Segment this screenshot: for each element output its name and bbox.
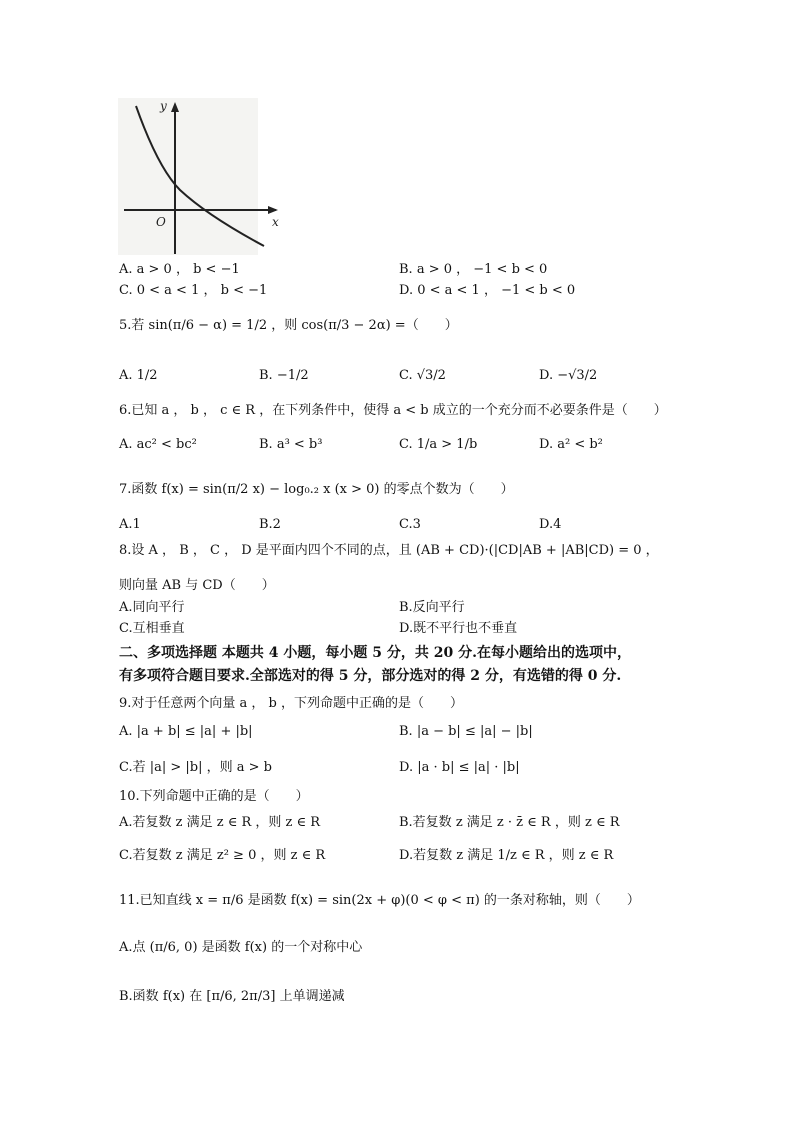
q4-option-d: D. 0 < a < 1 ， −1 < b < 0 xyxy=(399,283,576,298)
q8-option-a: A.同向平行 xyxy=(119,600,185,615)
x-axis-arrow xyxy=(268,206,278,214)
q8-option-b: B.反向平行 xyxy=(399,600,465,615)
q10-stem: 10.下列命题中正确的是（ ） xyxy=(119,789,309,804)
q5-stem: 5.若 sin(π/6 − α) = 1/2 ，则 cos(π/3 − 2α) =（ ） xyxy=(119,318,458,333)
q10-option-d: D.若复数 z 满足 1/z ∈ R ，则 z ∈ R xyxy=(399,848,614,863)
q6-option-b: B. a³ < b³ xyxy=(259,437,323,452)
q7-option-a: A.1 xyxy=(119,517,141,532)
q6-option-a: A. ac² < bc² xyxy=(119,437,197,452)
q11-stem: 11.已知直线 x = π/6 是函数 f(x) = sin(2x + φ)(0 < φ < π) 的一条对称轴，则（ ） xyxy=(119,893,640,908)
q9-option-d: D. |a · b| ≤ |a| · |b| xyxy=(399,760,520,775)
q9-option-c: C.若 |a| > |b| ，则 a > b xyxy=(119,760,272,775)
q4-option-c: C. 0 < a < 1 ， b < −1 xyxy=(119,283,268,298)
q8-option-d: D.既不平行也不垂直 xyxy=(399,621,518,636)
q7-stem: 7.函数 f(x) = sin(π/2 x) − log₀.₂ x (x > 0) 的零点个数为（ ） xyxy=(119,482,514,497)
q8-stem-2: 则向量 AB 与 CD（ ） xyxy=(119,578,275,593)
q8-stem: 8.设 A ， B ， C ， D 是平面内四个不同的点，且 (AB + CD)·(|CD|AB + |AB|CD) = 0 ， xyxy=(119,543,659,558)
q5-option-a: A. 1/2 xyxy=(119,368,158,383)
q8-option-c: C.互相垂直 xyxy=(119,621,185,636)
q6-option-c: C. 1/a > 1/b xyxy=(399,437,478,452)
q4-option-a: A. a > 0 ， b < −1 xyxy=(119,262,240,277)
q10-option-c: C.若复数 z 满足 z² ≥ 0 ，则 z ∈ R xyxy=(119,848,326,863)
q6-stem: 6.已知 a ， b ， c ∈ R ，在下列条件中，使得 a < b 成立的一个充分而不必要条件是（ ） xyxy=(119,403,667,418)
graph-origin-label: O xyxy=(156,215,166,229)
section2-line1: 二、多项选择题 本题共 4 小题，每小题 5 分，共 20 分.在每小题给出的选项中， xyxy=(119,645,631,661)
section2-line2: 有多项符合题目要求.全部选对的得 5 分，部分选对的得 2 分，有选错的得 0 分. xyxy=(119,668,622,684)
q11-option-b: B.函数 f(x) 在 [π/6, 2π/3] 上单调递减 xyxy=(119,989,345,1004)
q7-option-c: C.3 xyxy=(399,517,421,532)
graph-x-label: x xyxy=(272,215,279,229)
graph-y-label: y xyxy=(160,99,167,113)
q9-stem: 9.对于任意两个向量 a ， b ，下列命题中正确的是（ ） xyxy=(119,696,464,711)
q5-option-b: B. −1/2 xyxy=(259,368,309,383)
q4-option-b: B. a > 0 ， −1 < b < 0 xyxy=(399,262,548,277)
q11-option-a: A.点 (π/6, 0) 是函数 f(x) 的一个对称中心 xyxy=(119,940,363,955)
q9-option-b: B. |a − b| ≤ |a| − |b| xyxy=(399,724,533,739)
q6-option-d: D. a² < b² xyxy=(539,437,603,452)
exponential-graph xyxy=(118,98,279,255)
q5-option-d: D. −√3/2 xyxy=(539,368,598,383)
q7-option-d: D.4 xyxy=(539,517,562,532)
q10-option-a: A.若复数 z 满足 z ∈ R ，则 z ∈ R xyxy=(119,815,321,830)
q5-option-c: C. √3/2 xyxy=(399,368,446,383)
q7-option-b: B.2 xyxy=(259,517,281,532)
q9-option-a: A. |a + b| ≤ |a| + |b| xyxy=(119,724,253,739)
q10-option-b: B.若复数 z 满足 z · z̄ ∈ R ，则 z ∈ R xyxy=(399,815,620,830)
